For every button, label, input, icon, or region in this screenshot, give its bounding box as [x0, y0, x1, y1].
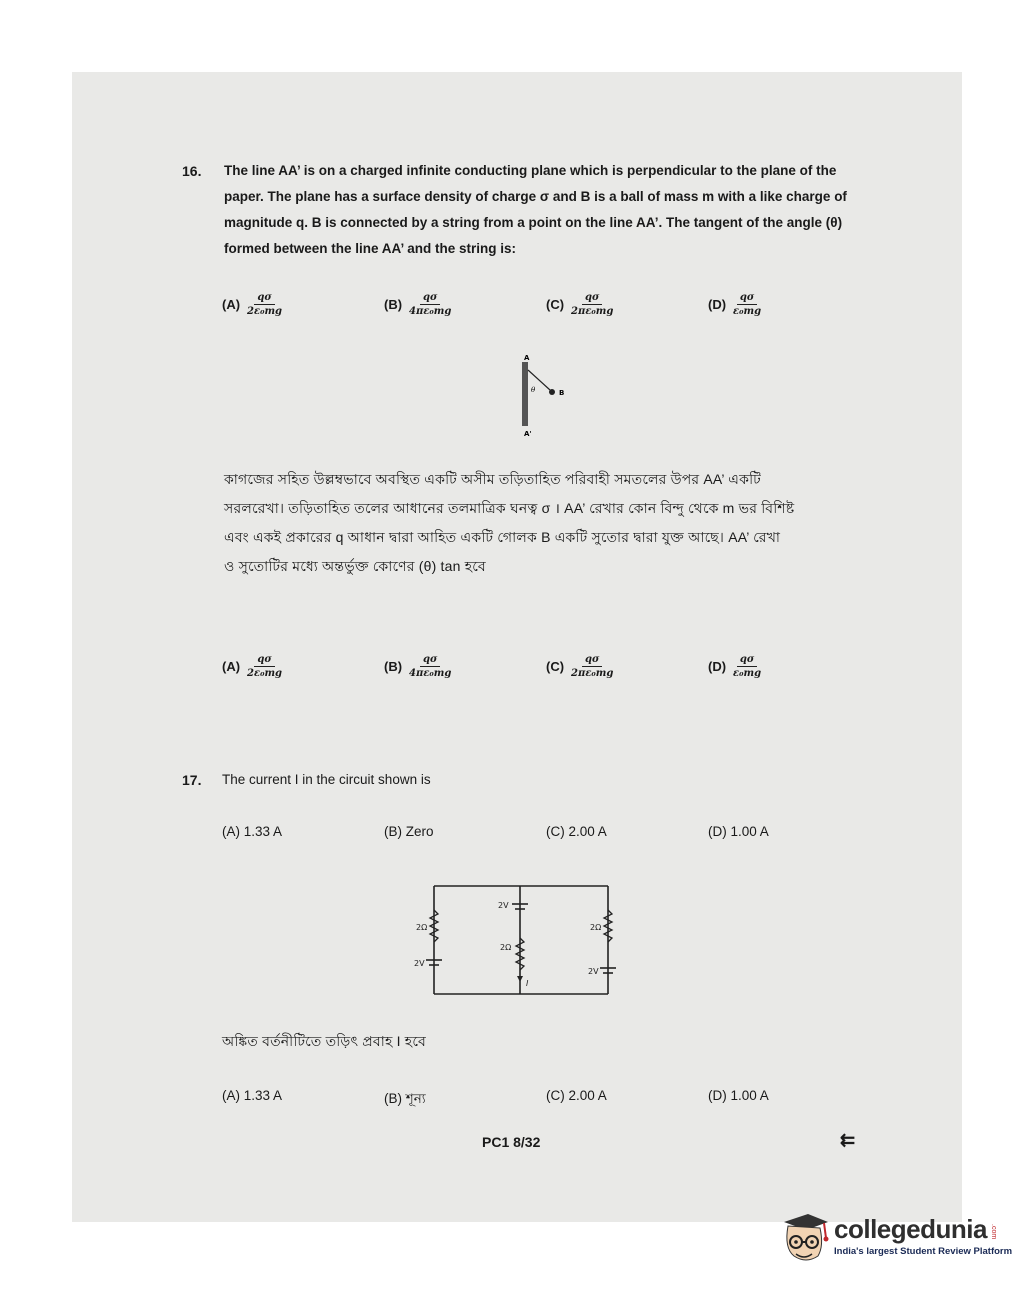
mascot-icon [778, 1208, 832, 1266]
page-mark: ⇇ [840, 1130, 856, 1150]
q17-question-text: The current I in the circuit shown is [222, 772, 431, 787]
q17-bn-option-d: (D) 1.00 A [708, 1088, 769, 1103]
q17-option-c: (C) 2.00 A [546, 824, 607, 839]
mid-resistor-label: 2Ω [500, 943, 512, 952]
circuit-diagram [412, 880, 632, 998]
q17-bn-option-a: (A) 1.33 A [222, 1088, 283, 1103]
q16-line-1: The line AA’ is on a charged infinite conducting plane which is perpendicular to the plane of the [224, 163, 837, 178]
q16-bengali-text [224, 465, 924, 581]
charged-plane-figure [512, 352, 572, 442]
q16-option-c: (C) $\frac{q\sigma}{\text{2πε₀mg}}$ [546, 292, 614, 317]
q16-option-d: (D) $\frac{q\sigma}{\text{ε₀mg}}$ [708, 292, 762, 317]
q16-line-3: magnitude q. B is connected by a string from a point on the line AA’. The tangent of the angle (θ) [224, 215, 843, 230]
collegedunia-logo [778, 1206, 1018, 1276]
left-battery-label: 2V [414, 959, 425, 968]
q16-bn-line-3: এবং একই প্রকারের q আধান দ্বারা আহিত একটি গোলক B একটি সুতোর দ্বারা যুক্ত আছে। AA’ রেখা [224, 529, 781, 545]
left-resistor-label: 2Ω [416, 923, 428, 932]
q16-option-b: (B) $\frac{q\sigma}{\text{4πε₀mg}}$ [384, 292, 452, 317]
q16-line-2: paper. The plane has a surface density of charge σ and B is a ball of mass m with a like charge of [224, 189, 847, 204]
q17-bengali-text: অঙ্কিত বর্তনীটিতে তড়িৎ প্রবাহ I হবে [222, 1033, 426, 1049]
q16-line-4: formed between the line AA’ and the string is: [224, 241, 517, 256]
right-resistor-label: 2Ω [590, 923, 602, 932]
logo-wordmark: collegedunia [834, 1214, 987, 1244]
q16-bn-line-1: কাগজের সহিত উল্লম্বভাবে অবস্থিত একটি অসীম তড়িতাহিত পরিবাহী সমতলের উপর AA’ একটি [224, 471, 761, 487]
current-arrow [517, 976, 523, 982]
label-b: B [559, 389, 565, 397]
q17-option-a: (A) 1.33 A [222, 824, 283, 839]
q16-question-text [224, 158, 924, 262]
label-a-prime: A' [524, 430, 532, 438]
q17-option-b: (B) Zero [384, 824, 434, 839]
exam-page [72, 72, 962, 1222]
q17-bn-option-c: (C) 2.00 A [546, 1088, 607, 1103]
label-theta: θ [531, 386, 536, 394]
q16-bn-line-4: ও সুতোটির মধ্যে অন্তর্ভুক্ত কোণের (θ) tan হবে [224, 558, 486, 574]
q16-bn-option-d: (D) $\frac{q\sigma}{\text{ε₀mg}}$ [708, 654, 762, 679]
q16-bn-option-a: (A) $\frac{q\sigma}{\text{2ε₀mg}}$ [222, 654, 283, 679]
q16-bn-line-2: সরলরেখা। তড়িতাহিত তলের আধানের তলমাত্রিক ঘনত্ব σ । AA’ রেখার কোন বিন্দু থেকে m ভর বিশিষ্ট [224, 500, 795, 516]
q16-bn-option-c: (C) $\frac{q\sigma}{\text{2πε₀mg}}$ [546, 654, 614, 679]
current-label: I [526, 979, 529, 988]
q17-number: 17. [182, 772, 202, 788]
q16-bn-option-b: (B) $\frac{q\sigma}{\text{4πε₀mg}}$ [384, 654, 452, 679]
q17-option-d: (D) 1.00 A [708, 824, 769, 839]
mid-battery-label: 2V [498, 901, 509, 910]
page-code: PC1 8/32 [482, 1134, 541, 1150]
ball-b [549, 389, 555, 395]
q17-bn-option-b: (B) শূন্য [384, 1091, 426, 1106]
logo-suffix: .com [990, 1224, 997, 1240]
charged-plane [522, 362, 528, 426]
logo-tagline: India's largest Student Review Platform [834, 1246, 1013, 1257]
label-a: A [524, 354, 530, 362]
right-battery-label: 2V [588, 967, 599, 976]
q16-option-a: (A) $\frac{q\sigma}{\text{2ε₀mg}}$ [222, 292, 283, 317]
q16-number: 16. [182, 163, 202, 179]
